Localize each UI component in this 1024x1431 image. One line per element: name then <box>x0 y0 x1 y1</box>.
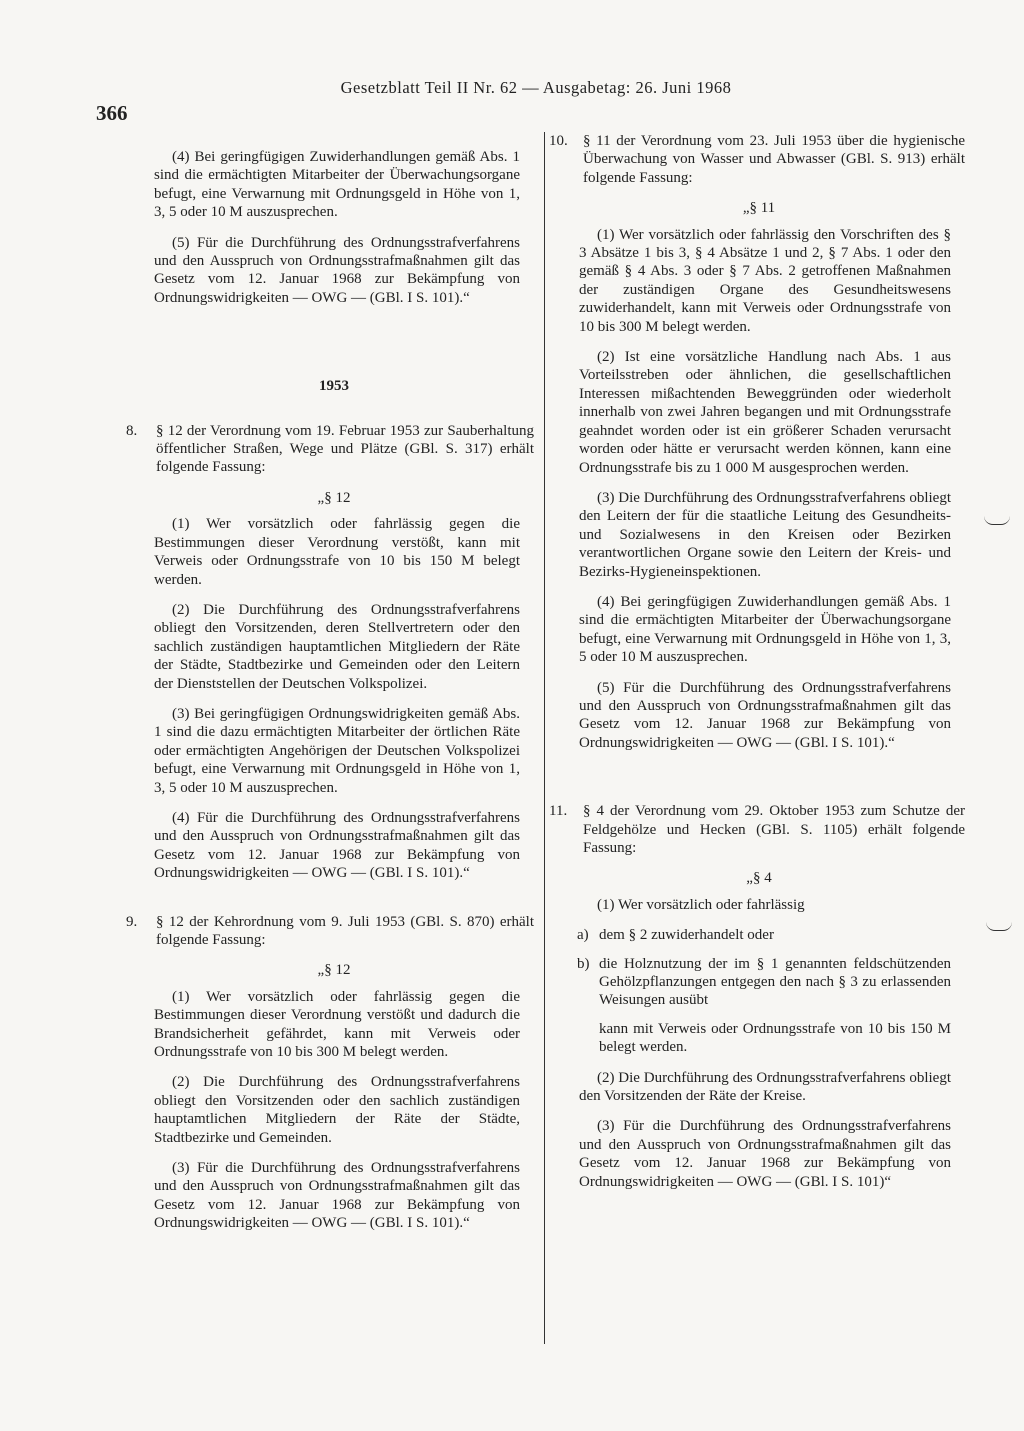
list-item-9 <box>126 913 534 950</box>
sub-item-label: a) <box>577 927 589 944</box>
sub-item-a <box>553 926 951 944</box>
running-header: Gesetzblatt Teil II Nr. 62 — Ausgabetag: 26. Juni 1968 <box>340 78 732 97</box>
item-intro: § 12 der Verordnung vom 19. Februar 1953 zur Sauberhaltung öffentlicher Straßen, Wege und Plätze (GBl. S. 317) erhält folgende Fassung: <box>156 422 534 476</box>
paragraph-3: (3) Für die Durchführung des Ordnungsstrafverfahrens und den Ausspruch von Ordnungsstrafmaßnahmen gilt das Gesetz vom 12. Januar 1968 zur Bekämpfung von Ordnungswidrigkeiten — OWG — (GBl. I S. 101).“ <box>154 1160 520 1232</box>
paragraph-2: (2) Die Durchführung des Ordnungsstrafverfahrens obliegt den Vorsitzenden oder den sachlich zuständigen hauptamtlichen Mitgliedern der Räte der Städte, Stadtbezirke und Gemeinden. <box>154 1074 520 1146</box>
spacer <box>134 895 534 913</box>
left-column <box>126 148 534 1245</box>
paragraph-3: (3) Für die Durchführung des Ordnungsstrafverfahrens und den Ausspruch von Ordnungsstrafmaßnahmen gilt das Gesetz vom 12. Januar 1968 zur Bekämpfung von Ordnungswidrigkeiten — OWG — (GBl. I S. 101)“ <box>579 1118 951 1190</box>
item-number: 9. <box>126 913 138 930</box>
paragraph-2: (2) Die Durchführung des Ordnungsstrafverfahrens obliegt den Vorsitzenden, deren Stellvertretern oder den sachlich zuständigen hauptamtlichen Mitgliedern der Räte der Städte, Stadtbezirke und Gemeinden oder den Leitern der Dienststellen der Deutschen Volkspolizei. <box>154 601 520 692</box>
paragraph-1: (1) Wer vorsätzlich oder fahrlässig <box>597 896 805 913</box>
section-heading: „§ 4 <box>746 870 772 887</box>
item-number: 8. <box>126 422 138 439</box>
spacer <box>553 764 965 802</box>
sub-item-b <box>553 955 951 1010</box>
paragraph-1: (1) Wer vorsätzlich oder fahrlässig den Vorschriften des § 3 Absätze 1 bis 3, § 4 Absätze 1 und 2, § 7 Abs. 1 oder den gemäß § 4 Abs. 3 oder § 7 Abs. 2 getroffenen Maßnahmen der zuständigen Organe des Gesundheitswesens zuwiderhandelt, kann mit Verweis oder Ordnungsstrafe von 10 bis 300 M belegt werden. <box>579 226 951 335</box>
list-item-8 <box>126 422 534 477</box>
paragraph-2: (2) Die Durchführung des Ordnungsstrafverfahrens obliegt den Vorsitzenden der Räte der Kreise. <box>579 1069 951 1105</box>
margin-mark <box>984 516 1010 525</box>
paragraph-5: (5) Für die Durchführung des Ordnungsstrafverfahrens und den Ausspruch von Ordnungsstrafmaßnahmen gilt das Gesetz vom 12. Januar 1968 zur Bekämpfung von Ordnungswidrigkeiten — OWG — (GBl. I S. 101).“ <box>579 679 951 751</box>
item-number: 11. <box>549 803 568 820</box>
sub-item-label: b) <box>577 955 590 972</box>
paragraph-1: (1) Wer vorsätzlich oder fahrlässig gegen die Bestimmungen dieser Verordnung verstößt, kann mit Verweis oder Ordnungsstrafe von 10 bis 150 M belegt werden. <box>154 516 520 588</box>
year-heading: 1953 <box>319 378 349 395</box>
paragraph-5: (5) Für die Durchführung des Ordnungsstrafverfahrens und den Ausspruch von Ordnungsstrafmaßnahmen gilt das Gesetz vom 12. Januar 1968 zur Bekämpfung von Ordnungswidrigkeiten — OWG — (GBl. I S. 101).“ <box>154 234 520 306</box>
paragraph-4: (4) Bei geringfügigen Zuwiderhandlungen gemäß Abs. 1 sind die ermächtigten Mitarbeiter der Überwachungsorgane befugt, eine Verwarnung mit Ordnungsgeld in Höhe von 1, 3, 5 oder 10 M auszusprechen. <box>154 149 520 221</box>
paragraph-3: (3) Die Durchführung des Ordnungsstrafverfahrens obliegt den Leitern der für die staatliche Leitung des Gesundheits- und Sozialwesens in den Kreisen oder Bezirken verantwortlichen Organe sowie den Leitern der Kreis- und Bezirks-Hygieneinspektionen. <box>579 489 951 580</box>
paragraph-2: (2) Ist eine vorsätzliche Handlung nach Abs. 1 aus Vorteilsstreben oder ähnlichen, die gesellschaftlichen Interessen mißachtenden Beweggründen oder wiederholt innerhalb von zwei Jahren begangen und mit Ordnungsstrafe geahndet worden oder ist ein größerer Schaden verursacht worden oder hätte er verursacht werden können, kann eine Ordnungsstrafe bis zu 1 000 M ausgesprochen werden. <box>579 349 951 476</box>
section-heading: „§ 11 <box>742 200 776 217</box>
item-intro: § 4 der Verordnung vom 29. Oktober 1953 zum Schutze der Feldgehölze und Hecken (GBl. S. 1105) erhält folgende Fassung: <box>583 803 965 856</box>
list-item-10 <box>549 132 965 187</box>
item-intro: § 11 der Verordnung vom 23. Juli 1953 über die hygienische Überwachung von Wasser und Abwasser (GBl. S. 913) erhält folgende Fassung: <box>583 133 965 186</box>
item-intro: § 12 der Kehrordnung vom 9. Juli 1953 (GBl. S. 870) erhält folgende Fassung: <box>156 913 534 948</box>
item-number: 10. <box>549 133 568 149</box>
page-number: 366 <box>96 101 128 125</box>
paragraph-4: (4) Bei geringfügigen Zuwiderhandlungen gemäß Abs. 1 sind die ermächtigten Mitarbeiter der Überwachungsorgane befugt, eine Verwarnung mit Ordnungsgeld in Höhe von 1, 3, 5 oder 10 M auszusprechen. <box>579 593 951 666</box>
sub-item-text: dem § 2 zuwiderhandelt oder <box>599 927 774 944</box>
right-column <box>549 132 965 1203</box>
paragraph-3: (3) Bei geringfügigen Ordnungswidrigkeiten gemäß Abs. 1 sind die dazu ermächtigten Mitarbeiter der örtlichen Räte oder ermächtigten Angehörigen der Deutschen Volkspolizei befugt, eine Verwarnung mit Ordnungsgeld in Höhe von 1, 3, 5 oder 10 M auszusprechen. <box>154 705 520 796</box>
section-heading: „§ 12 <box>317 962 351 979</box>
sub-item-text: die Holznutzung der im § 1 genannten feldschützenden Gehölzpflanzungen entgegen den nach § 3 zu erlassenden Weisungen ausübt <box>599 955 951 1009</box>
section-heading: „§ 12 <box>317 489 351 506</box>
margin-mark <box>986 922 1012 931</box>
paragraph-1-continuation: kann mit Verweis oder Ordnungsstrafe von 10 bis 150 M belegt werden. <box>599 1020 951 1056</box>
paragraph-4: (4) Für die Durchführung des Ordnungsstrafverfahrens und den Ausspruch von Ordnungsstrafmaßnahmen gilt das Gesetz vom 12. Januar 1968 zur Bekämpfung von Ordnungswidrigkeiten — OWG — (GBl. I S. 101).“ <box>154 809 520 882</box>
column-divider <box>544 132 545 1344</box>
list-item-11 <box>549 802 965 857</box>
paragraph-1: (1) Wer vorsätzlich oder fahrlässig gegen die Bestimmungen dieser Verordnung verstößt und dadurch die Brandsicherheit gefährdet, kann mit Verweis oder Ordnungsstrafe von 10 bis 300 M belegt werden. <box>154 988 520 1061</box>
